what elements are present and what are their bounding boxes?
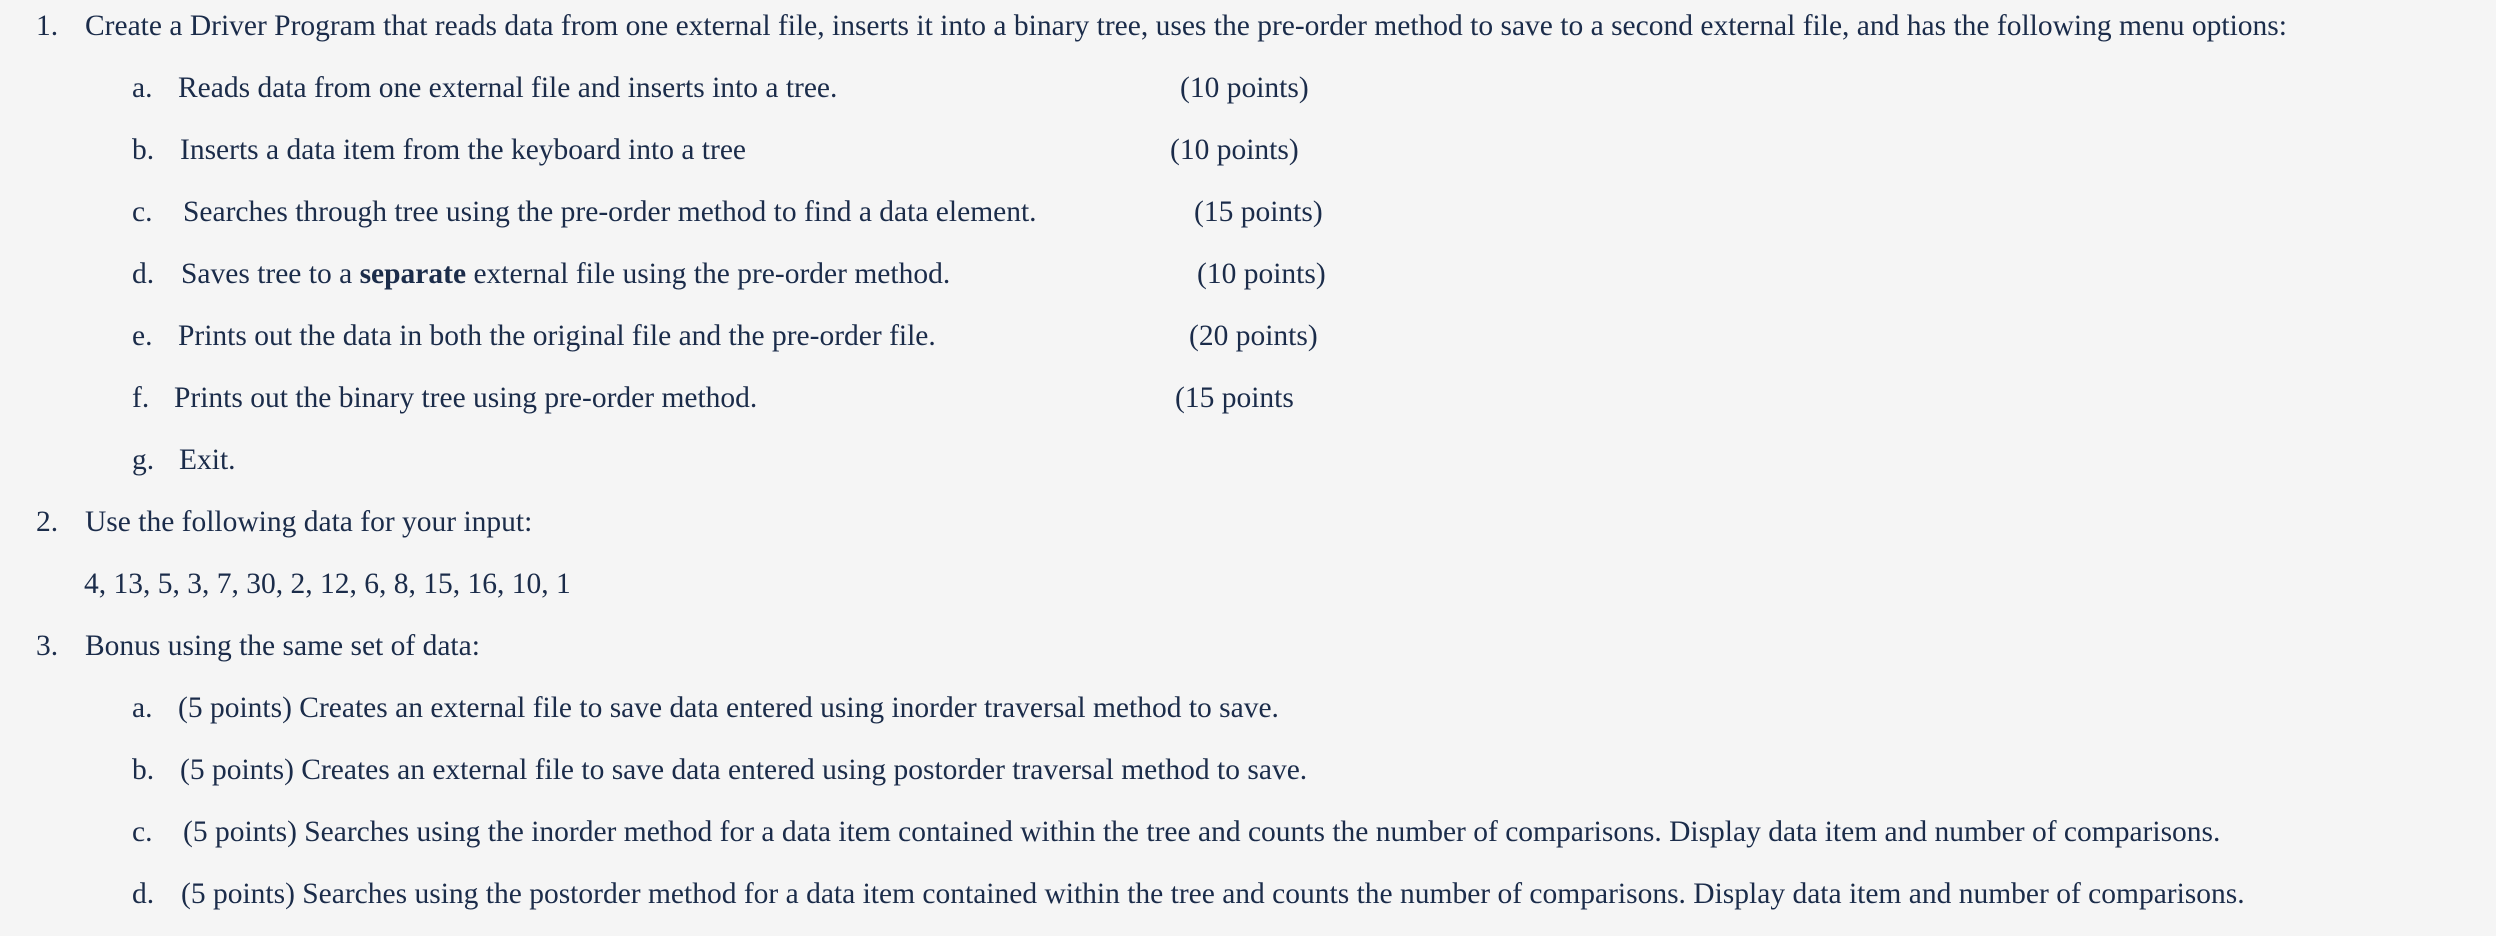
list-marker: c. bbox=[132, 816, 153, 848]
list-marker: e. bbox=[132, 320, 153, 352]
list-item-text: Create a Driver Program that reads data from one external file, inserts it into a binary tree, uses the pre-order method to save to a second external file, and has the following menu options: bbox=[85, 10, 2287, 42]
list-marker: a. bbox=[132, 72, 153, 104]
list-marker: 1. bbox=[36, 10, 59, 42]
list-item-text: Reads data from one external file and inserts into a tree. bbox=[178, 72, 838, 104]
list-marker: b. bbox=[132, 754, 155, 786]
list-item-text: Inserts a data item from the keyboard into a tree bbox=[180, 134, 747, 166]
list-item-text bbox=[181, 254, 950, 294]
list-marker: 3. bbox=[36, 630, 59, 662]
list-item-text: Use the following data for your input: bbox=[85, 506, 533, 538]
list-marker: b. bbox=[132, 134, 155, 166]
list-marker: a. bbox=[132, 692, 153, 724]
list-marker: d. bbox=[132, 258, 155, 290]
list-item-text: Searches through tree using the pre-order method to find a data element. bbox=[183, 196, 1037, 228]
points-label: (15 points bbox=[1175, 382, 1294, 414]
list-marker: g. bbox=[132, 444, 155, 476]
list-item-text: Bonus using the same set of data: bbox=[85, 630, 480, 662]
list-item-text: (5 points) Searches using the postorder method for a data item contained within the tree and counts the number of comparisons. Display data item and number of comparisons. bbox=[181, 878, 2245, 910]
emphasis-separate: separate bbox=[359, 258, 467, 290]
list-marker: d. bbox=[132, 878, 155, 910]
list-item-text: (5 points) Creates an external file to save data entered using inorder traversal method to save. bbox=[178, 692, 1279, 724]
points-label: (10 points) bbox=[1197, 258, 1326, 290]
list-marker: c. bbox=[132, 196, 153, 228]
list-marker: f. bbox=[132, 382, 150, 414]
text-after: external file using the pre-order method. bbox=[466, 258, 951, 290]
list-item-text: (5 points) Searches using the inorder method for a data item contained within the tree and counts the number of comparisons. Display data item and number of comparisons. bbox=[183, 816, 2221, 848]
list-item-text: Prints out the data in both the original file and the pre-order file. bbox=[178, 320, 936, 352]
list-marker: 2. bbox=[36, 506, 59, 538]
input-data-values: 4, 13, 5, 3, 7, 30, 2, 12, 6, 8, 15, 16, 10, 1 bbox=[84, 568, 571, 600]
points-label: (10 points) bbox=[1170, 134, 1299, 166]
list-item-text: Exit. bbox=[179, 444, 236, 476]
list-item-text: Prints out the binary tree using pre-order method. bbox=[174, 382, 758, 414]
points-label: (10 points) bbox=[1180, 72, 1309, 104]
points-label: (15 points) bbox=[1194, 196, 1323, 228]
text-before: Saves tree to a bbox=[181, 258, 360, 290]
points-label: (20 points) bbox=[1189, 320, 1318, 352]
list-item-text: (5 points) Creates an external file to save data entered using postorder traversal method to save. bbox=[180, 754, 1308, 786]
